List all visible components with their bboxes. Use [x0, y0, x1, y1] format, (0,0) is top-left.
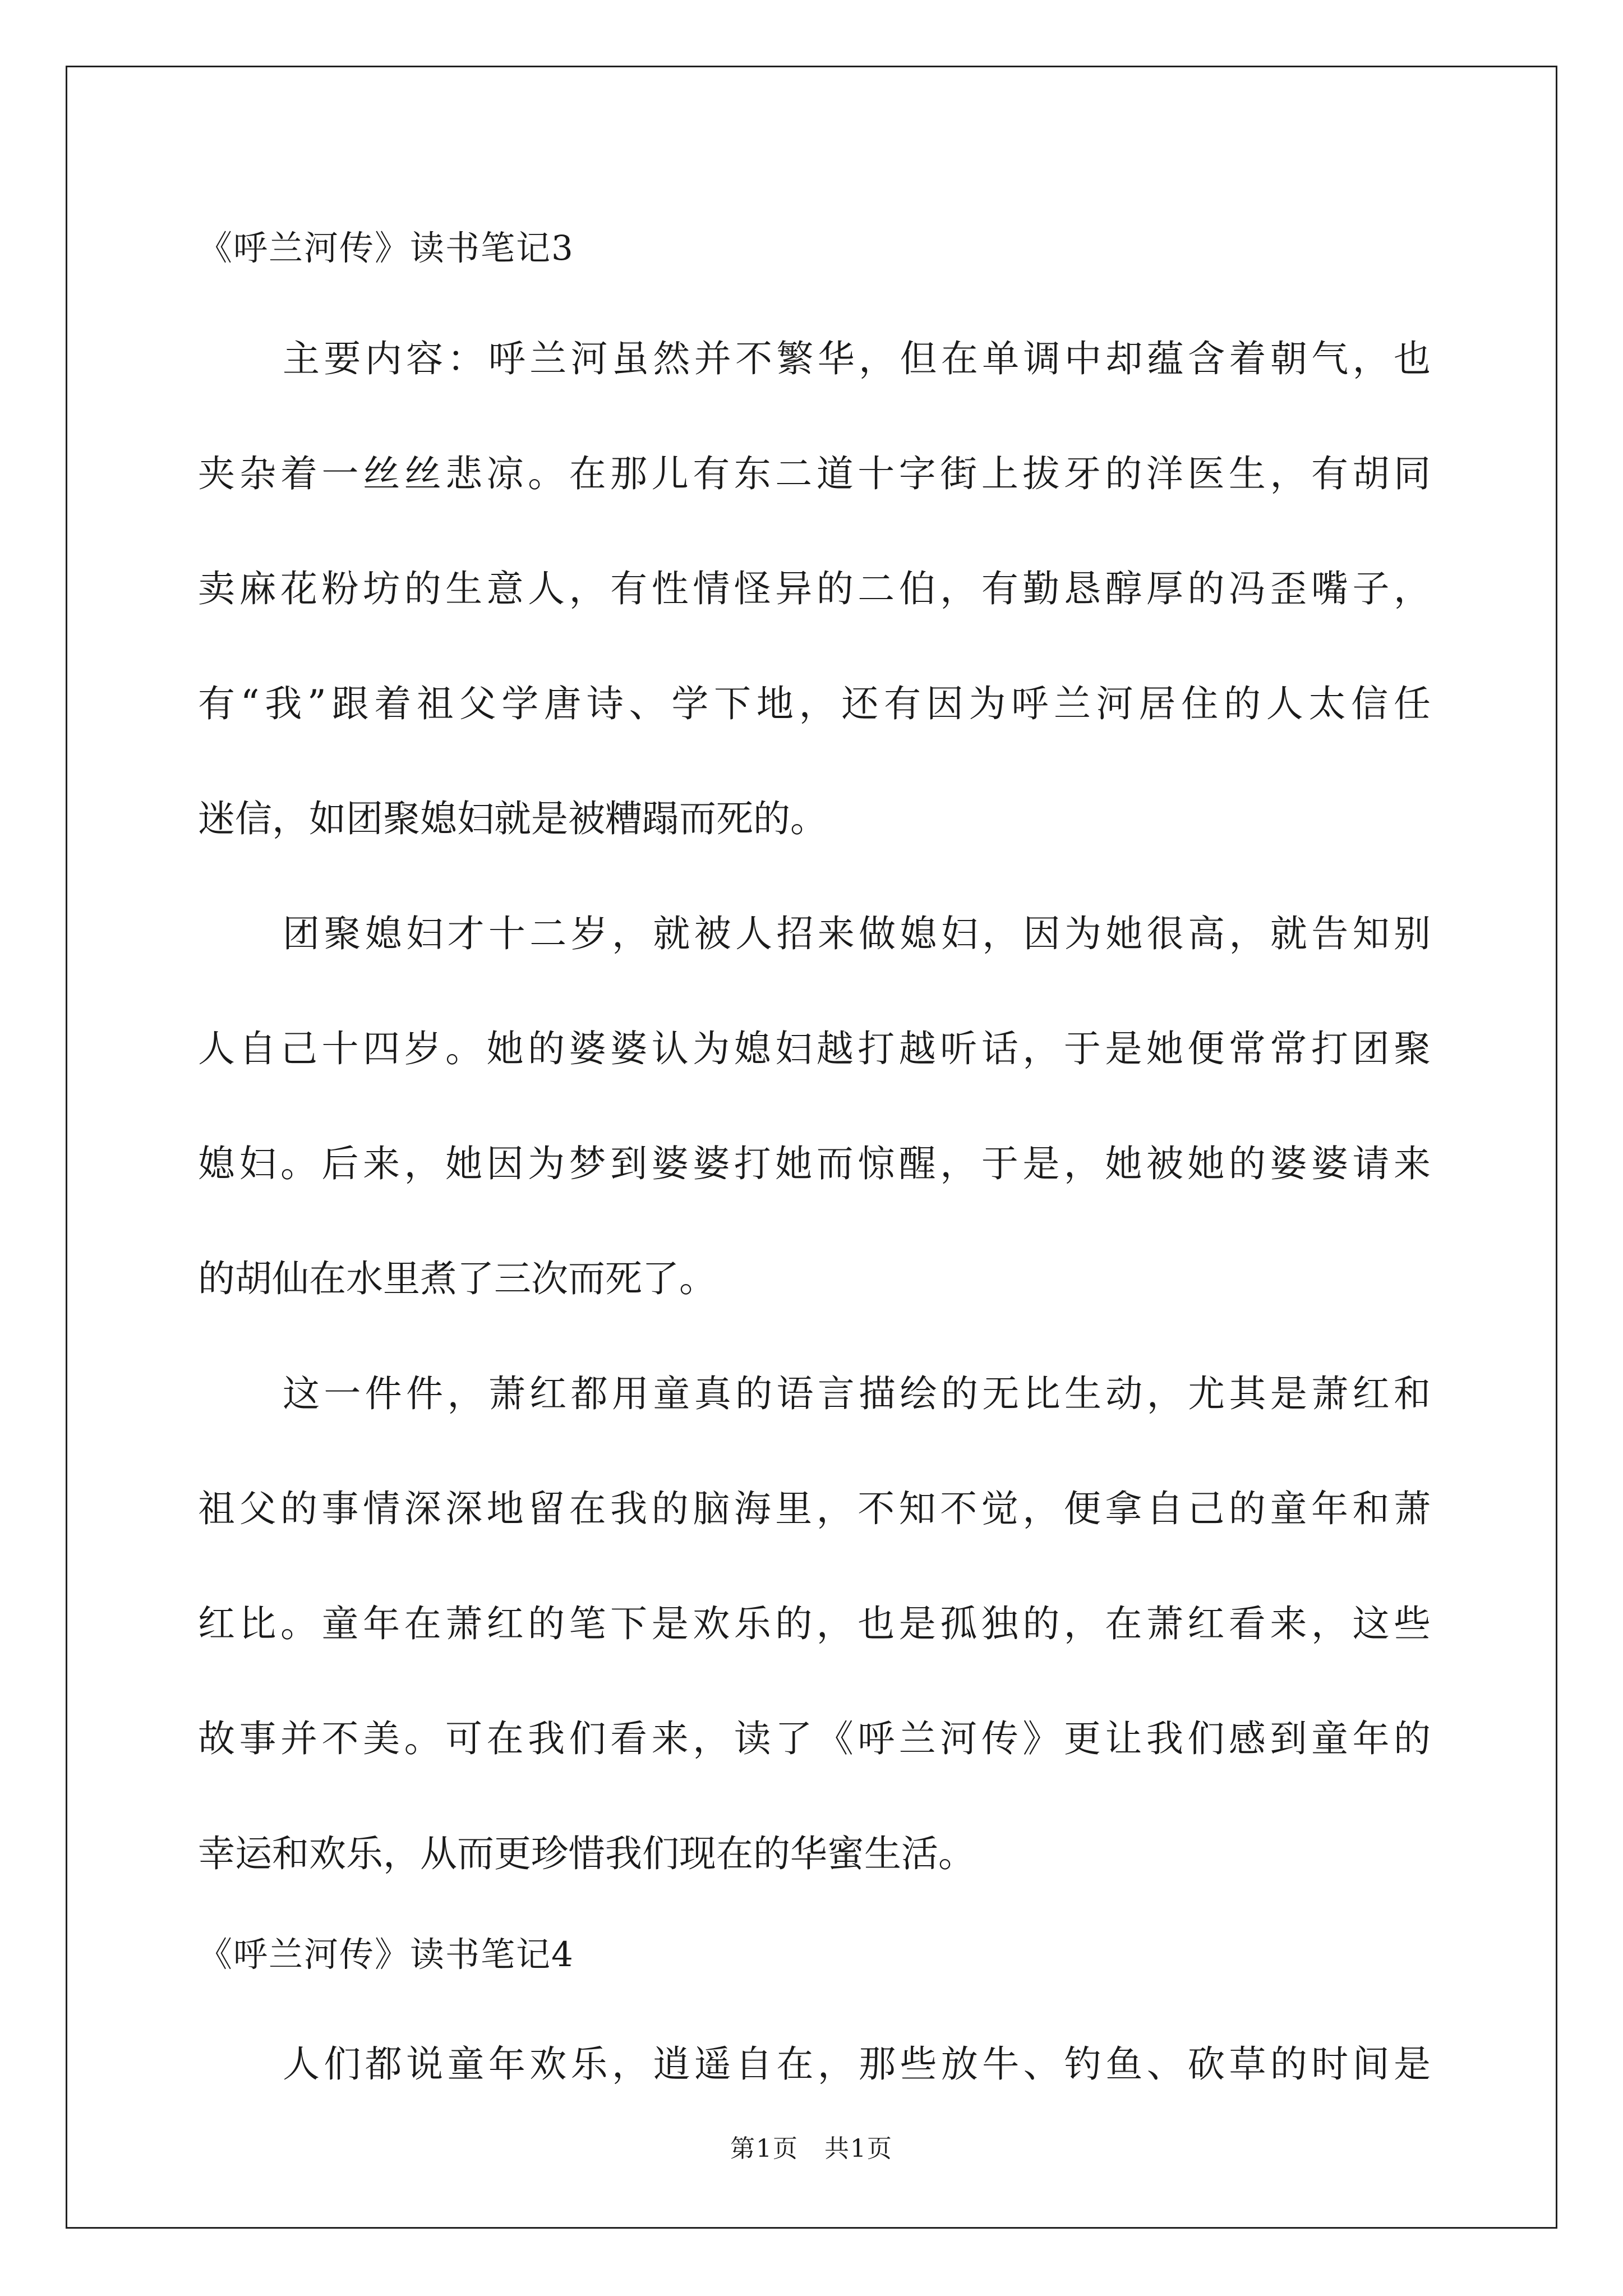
paragraph-line: 团聚媳妇才十二岁，就被人招来做媳妇，因为她很高，就告知别 [283, 912, 1431, 955]
paragraph-line: 媳妇。后来，她因为梦到婆婆打她而惊醒，于是，她被她的婆婆请来 [198, 1142, 1431, 1185]
paragraph-line: 迷信，如团聚媳妇就是被糟蹋而死的。 [198, 797, 827, 840]
paragraph-line: 人自己十四岁。她的婆婆认为媳妇越打越听话，于是她便常常打团聚 [198, 1027, 1431, 1070]
paragraph-line: 有“我”跟着祖父学唐诗、学下地，还有因为呼兰河居住的人太信任 [198, 682, 1431, 725]
paragraph-line: 卖麻花粉坊的生意人，有性情怪异的二伯，有勤恳醇厚的冯歪嘴子， [198, 567, 1431, 610]
paragraph-line: 人们都说童年欢乐，逍遥自在，那些放牛、钓鱼、砍草的时间是 [283, 2042, 1431, 2086]
paragraph-line: 主要内容：呼兰河虽然并不繁华，但在单调中却蕴含着朝气，也 [283, 337, 1431, 380]
page-number-footer: 第1页 共1页 [730, 2134, 893, 2163]
paragraph-line: 夹杂着一丝丝悲凉。在那儿有东二道十字街上拔牙的洋医生，有胡同 [198, 452, 1431, 495]
paragraph-line: 祖父的事情深深地留在我的脑海里，不知不觉，便拿自己的童年和萧 [198, 1487, 1431, 1530]
paragraph-line: 幸运和欢乐，从而更珍惜我们现在的华蜜生活。 [198, 1832, 975, 1875]
paragraph-line: 红比。童年在萧红的笔下是欢乐的，也是孤独的，在萧红看来，这些 [198, 1602, 1431, 1645]
paragraph-line: 这一件件，萧红都用童真的语言描绘的无比生动，尤其是萧红和 [283, 1372, 1431, 1415]
section-heading-4: 《呼兰河传》读书笔记4 [198, 1935, 574, 1975]
paragraph-line: 故事并不美。可在我们看来，读了《呼兰河传》更让我们感到童年的 [198, 1717, 1431, 1760]
paragraph-line: 的胡仙在水里煮了三次而死了。 [198, 1257, 716, 1300]
section-heading-3: 《呼兰河传》读书笔记3 [198, 228, 574, 268]
